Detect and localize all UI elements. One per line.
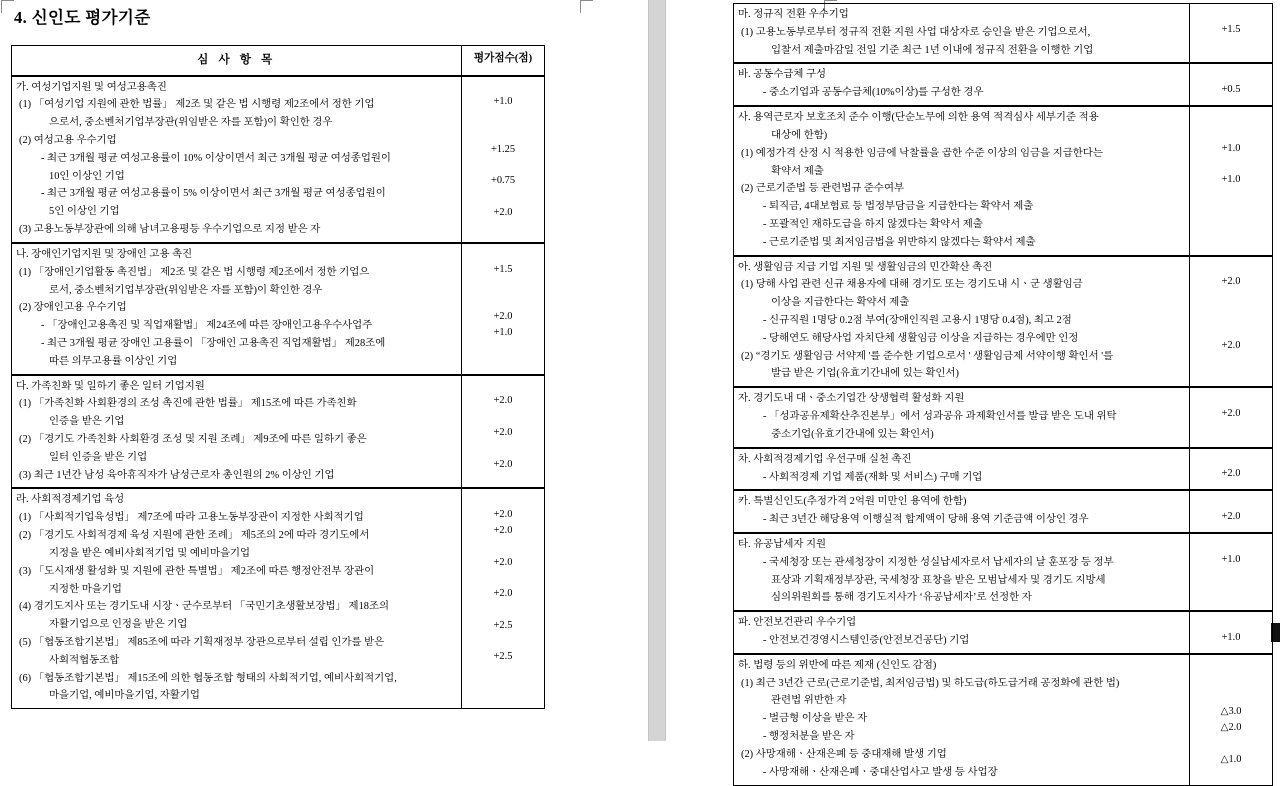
section-heading: 자. 경기도내 대ㆍ중소기업간 상생협력 활성화 지원 [738,393,965,405]
criteria-line: 심의위원회를 통해 경기도지사가 ‘유공납세자’로 선정한 자 [771,592,1032,604]
crop-mark-top-middle [580,0,593,13]
criteria-line: - 최근 3년간 해당용역 이행실적 합계액이 당해 용역 기준금액 이상인 경우 [763,514,1089,526]
criteria-score-cell [462,375,545,489]
criteria-score-value: +2.0 [1221,511,1241,523]
criteria-score-value: +2.0 [493,458,513,470]
score-spacer [466,378,540,394]
section-heading: 나. 장애인기업지원 및 장애인 고용 촉진 [16,248,193,260]
criteria-line: - 신규직원 1명당 0.2점 부여(장애인직원 고용시 1명당 0.4점), 최고 2점 [763,315,1072,326]
criteria-item-cell [734,4,1190,64]
criteria-line: - 최근 3개월 평균 장애인 고용률이 「장애인 고용촉진 직업재활법」 제28조에 [41,337,386,349]
criteria-score-cell [462,76,545,243]
criteria-line: (1) 「장애인기업활동 촉진법」 제2조 및 같은 법 시행령 제2조에서 정한 기업으 [19,266,370,278]
criteria-line: (6) 「협동조합기본법」 제15조에 의한 협동조합 형태의 사회적기업, 예비사회적기업, [19,672,397,684]
criteria-score-value: +1.0 [1221,553,1241,565]
criteria-item-cell [734,448,1190,491]
criteria-score-value: +2.0 [493,395,513,407]
criteria-line: 으로서, 중소벤처기업부장관(위임받은 자를 포함)이 확인한 경우 [49,117,333,129]
criteria-score-blank [466,126,540,142]
criteria-section-ja [734,387,1273,447]
criteria-score-value: +1.0 [493,96,513,108]
evaluation-criteria-table-right [733,3,1273,786]
score-spacer [466,246,540,262]
criteria-section-cha [734,448,1273,491]
section-heading: 타. 유공납세자 지원 [738,538,827,550]
criteria-line: 따른 의무고용률 이상인 기업 [49,355,178,367]
column-header-item: 심 사 항 목 [12,46,462,76]
criteria-score-value: △3.0 [1220,706,1242,718]
criteria-section-ah [734,256,1273,388]
criteria-line: - 벌금형 이상을 받은 자 [763,713,868,725]
section-heading: 차. 사회적경제기업 우선구매 실천 촉진 [738,453,912,465]
score-spacer [1194,657,1268,673]
criteria-score-cell [1190,106,1273,256]
score-spacer [1194,259,1268,275]
criteria-line: - 안전보건경영시스템인증(안전보건공단) 기업 [763,635,970,646]
criteria-score-blank [1194,306,1268,322]
criteria-line: (1) 예정가격 산정 시 적용한 임금에 낙찰률을 곱한 수준 이상의 임금을 지급한다는 [741,147,1103,159]
criteria-score-value: +0.5 [1221,84,1241,96]
criteria-section-pa [734,611,1273,654]
crop-mark-top-left [1,0,14,13]
criteria-score-value: △1.0 [1220,753,1242,765]
criteria-line: (5) 「협동조합기본법」 제85조에 따라 기획재정부 장관으로부터 설립 인가를 받은 [19,636,385,648]
page-gutter-divider [648,0,666,741]
criteria-item-cell [734,387,1190,447]
table-left-body [12,46,545,709]
criteria-score-value: +2.0 [1221,339,1241,351]
criteria-item-cell [12,243,462,375]
page-title: 4. 신인도 평가기준 [14,8,151,27]
section-heading: 라. 사회적경제기업 육성 [16,494,125,506]
criteria-score-value: △2.0 [1220,722,1242,733]
criteria-line: - 최근 3개월 평균 여성고용률이 10% 이상이면서 최근 3개월 평균 여성종업원이 [41,152,391,164]
criteria-score-blank [1194,220,1268,236]
criteria-line: 확약서 제출 [771,165,824,177]
section-heading: 가. 여성기업지원 및 여성고용촉진 [16,81,167,93]
section-heading: 카. 특별신인도(추정가격 2억원 미만인 용역에 한함) [738,496,967,508]
criteria-score-cell [1190,611,1273,654]
criteria-section-ba [734,63,1273,106]
criteria-item-cell [734,106,1190,256]
criteria-score-value: +2.0 [493,206,513,218]
criteria-score-cell [1190,448,1273,491]
criteria-score-blank [1194,322,1268,338]
criteria-line: 5인 이상인 기업 [49,206,120,218]
criteria-section-ta [734,533,1273,611]
criteria-item-cell [734,256,1190,388]
criteria-item-cell [12,375,462,489]
criteria-score-value: +2.5 [493,651,513,663]
criteria-score-value: +2.0 [493,525,513,537]
criteria-line: - 중소기업과 공동수급체(10%이상)를 구성한 경우 [763,87,984,99]
criteria-line: 지정한 마을기업 [49,583,122,595]
criteria-line: - 퇴직금, 4대보험료 등 법정부담금을 지급한다는 확약서 제출 [763,201,1034,213]
section-heading: 사. 용역근로자 보호조치 준수 이행(단순노무에 의한 용역 적격심사 세부기준 적용 [738,112,1099,124]
criteria-line: 지정을 받은 예비사회적기업 및 예비마을기업 [49,547,251,559]
criteria-line: (2) 사망재해ㆍ산재은폐 등 중대재해 발생 기업 [741,748,947,760]
criteria-score-cell [1190,4,1273,64]
criteria-score-value: +2.0 [493,509,513,521]
criteria-line: 인증을 받은 기업 [49,416,125,428]
criteria-score-value: +2.0 [1221,276,1241,288]
criteria-item-cell [734,654,1190,785]
criteria-line: (1) 「가족친화 사회환경의 조성 촉진에 관한 법률」 제15조에 따른 가족친화 [19,398,357,410]
criteria-section-da [12,375,545,489]
criteria-score-cell [1190,63,1273,106]
criteria-line: (3) 최근 1년간 남성 육아휴직자가 남성근로자 총인원의 2% 이상인 기업 [19,469,335,481]
score-spacer [1194,66,1268,82]
criteria-item-cell [734,611,1190,654]
criteria-score-value: +1.5 [493,263,513,275]
criteria-line: (4) 경기도지사 또는 경기도내 시장ㆍ군수로부터 「국민기초생활보장법」 제18조의 [19,601,390,613]
criteria-item-cell [12,76,462,243]
criteria-score-value: +2.0 [493,311,513,323]
criteria-line: 마을기업, 예비마을기업, 자활기업 [49,690,200,702]
criteria-score-value: +2.0 [1221,408,1241,420]
criteria-section-ha [734,654,1273,785]
criteria-score-value: +1.5 [1221,23,1241,35]
criteria-line: - 「성과공유제확산추진본부」에서 성과공유 과제확인서를 발급 받은 도내 위탁 [763,411,1117,423]
criteria-score-value: +2.0 [493,556,513,568]
criteria-line: - 국세청장 또는 관세청장이 지정한 성실납세자로서 납세자의 날 훈포장 등 정부 [763,556,1114,568]
criteria-line: (1) 최근 3년간 근로(근로기준법, 최저임금법) 및 하도급(하도급거래 공정화에 관한 법) [741,677,1120,689]
criteria-score-cell [1190,256,1273,388]
criteria-line: 관련법 위반한 자 [771,695,847,707]
criteria-score-blank [1194,188,1268,204]
criteria-line: - 행정처분을 받은 자 [763,731,855,743]
score-spacer [1194,390,1268,406]
criteria-line: 발급 받은 기업(유효기간내에 있는 확인서) [771,368,959,380]
criteria-line: 중소기업(유효기간내에 있는 확인서) [771,428,934,440]
criteria-score-cell [462,243,545,375]
criteria-item-cell [734,490,1190,533]
criteria-line: (3) 「도시재생 활성화 및 지원에 관한 특별법」 제2조에 따른 행정안전부 장관이 [19,565,375,577]
section-heading: 마. 정규직 전환 우수기업 [738,9,849,20]
criteria-item-cell [734,533,1190,611]
criteria-line: - 최근 3개월 평균 여성고용률이 5% 이상이면서 최근 3개월 평균 여성종업원이 [41,188,386,200]
criteria-score-value: +1.0 [1221,142,1241,154]
criteria-score-value: +0.75 [490,175,516,187]
criteria-section-ga [12,76,545,243]
criteria-score-cell [1190,387,1273,447]
criteria-section-na [12,243,545,375]
criteria-line: - 「장애인고용촉진 및 직업재활법」 제24조에 따른 장애인고용우수사업주 [41,320,373,332]
criteria-line: 10인 이상인 기업 [49,170,125,182]
evaluation-criteria-table-left [11,45,545,709]
score-spacer [1194,6,1268,22]
criteria-line: 입찰서 제출마감일 전일 기준 최근 1년 이내에 정규직 전환을 이행한 기업 [771,44,1094,56]
criteria-line: (2) “경기도 생활임금 서약제 '를 준수한 기업으로서 ' 생활임금제 서약이행 확인서 '를 [741,350,1114,362]
criteria-score-cell [462,488,545,708]
criteria-section-ra [12,488,545,708]
criteria-line: 이상을 지급한다는 확약서 제출 [771,297,910,309]
score-spacer [466,491,540,507]
criteria-section-sa [734,106,1273,256]
score-spacer [1194,536,1268,552]
criteria-line: - 포괄적인 재하도급을 하지 않겠다는 확약서 제출 [763,218,983,230]
criteria-score-value: +2.0 [493,427,513,438]
criteria-score-blank [1194,673,1268,705]
criteria-line: (2) 여성고용 우수기업 [19,135,117,147]
criteria-line: - 사회적경제 기업 제품(재화 및 서비스) 구매 기업 [763,471,983,483]
criteria-line: (2) 근로기준법 등 관련법규 준수여부 [741,183,905,195]
criteria-line: (1) 고용노동부로부터 정규직 전환 지원 사업 대상자로 승인을 받은 기업으로서, [741,26,1091,38]
criteria-line: - 당해연도 해당사업 자치단체 생활임금 이상을 지급하는 경우에만 인정 [763,332,1079,344]
criteria-score-cell [1190,654,1273,785]
criteria-line: (2) 「경기도 가족친화 사회환경 조성 및 지원 조례」 제9조에 따른 일하기 좋은 [19,434,367,446]
criteria-item-cell [734,63,1190,106]
section-heading: 다. 가족친화 및 일하기 좋은 일터 기업지원 [16,380,205,392]
score-spacer [1194,109,1268,141]
criteria-line: 표상과 기획재정부장관, 국세청장 표창을 받은 모범납세자 및 경기도 지방세 [771,574,1106,586]
criteria-line: (1) 「사회적기업육성법」 제7조에 따라 고용노동부장관이 지정한 사회적기업 [19,512,364,524]
criteria-score-value: +1.25 [490,143,516,155]
criteria-line: (2) 장애인고용 우수기업 [19,302,127,314]
section-heading: 하. 법령 등의 위반에 따른 제재 (신인도 감점) [738,659,937,671]
criteria-score-value: +1.0 [1221,631,1241,643]
section-heading: 파. 안전보건관리 우수기업 [738,617,857,629]
criteria-score-cell [1190,490,1273,533]
section-heading: 아. 생활임금 지급 기업 지원 및 생활임금의 민간확산 촉진 [738,261,993,273]
criteria-line: (1) 「여성기업 지원에 관한 법률」 제2조 및 같은 법 시행령 제2조에서 정한 기업 [19,99,375,111]
score-spacer [1194,451,1268,467]
score-spacer [1194,614,1268,630]
criteria-score-value: +2.5 [493,619,513,631]
criteria-line: - 근로기준법 및 최저임금법을 위반하지 않겠다는 확약서 제출 [763,236,1036,248]
section-heading: 바. 공동수급체 구성 [738,69,827,81]
criteria-line: 자활기업으로 인정을 받은 기업 [49,619,188,631]
criteria-score-blank [1194,204,1268,220]
criteria-line: 로서, 중소벤처기업부장관(위임받은 자를 포함)이 확인한 경우 [49,284,323,296]
section-heading-continuation: 대상에 한함) [771,129,828,141]
score-spacer [1194,493,1268,509]
criteria-line: (3) 고용노동부장관에 의해 남녀고용평등 우수기업으로 지정 받은 자 [19,224,321,236]
criteria-item-cell [12,488,462,708]
criteria-line: 사회적협동조합 [49,654,120,666]
score-spacer [466,79,540,95]
criteria-score-value: +2.0 [1221,468,1241,480]
criteria-line: (2) 「경기도 사회적경제 육성 지원에 관한 조례」 제5조의 2에 따라 경기도에서 [19,530,370,542]
criteria-score-blank [466,293,540,309]
criteria-line: 일터 인증을 받은 기업 [49,451,148,463]
criteria-score-blank [1194,736,1268,752]
table-header-row [12,46,545,76]
column-header-score: 평가점수(점) [462,46,545,76]
criteria-score-value: +1.0 [1221,174,1241,186]
criteria-line: - 사망재해ㆍ산재은폐ㆍ중대산업사고 발생 등 사업장 [763,766,998,778]
criteria-score-cell [1190,533,1273,611]
criteria-section-ma [734,4,1273,64]
criteria-score-value: +2.0 [493,588,513,600]
criteria-line: (1) 당해 사업 관련 신규 채용자에 대해 경기도 또는 경기도내 시ㆍ군 생활임금 [741,279,1083,291]
criteria-score-value: +1.0 [493,326,513,338]
criteria-section-ka [734,490,1273,533]
table-right-body [734,4,1273,786]
